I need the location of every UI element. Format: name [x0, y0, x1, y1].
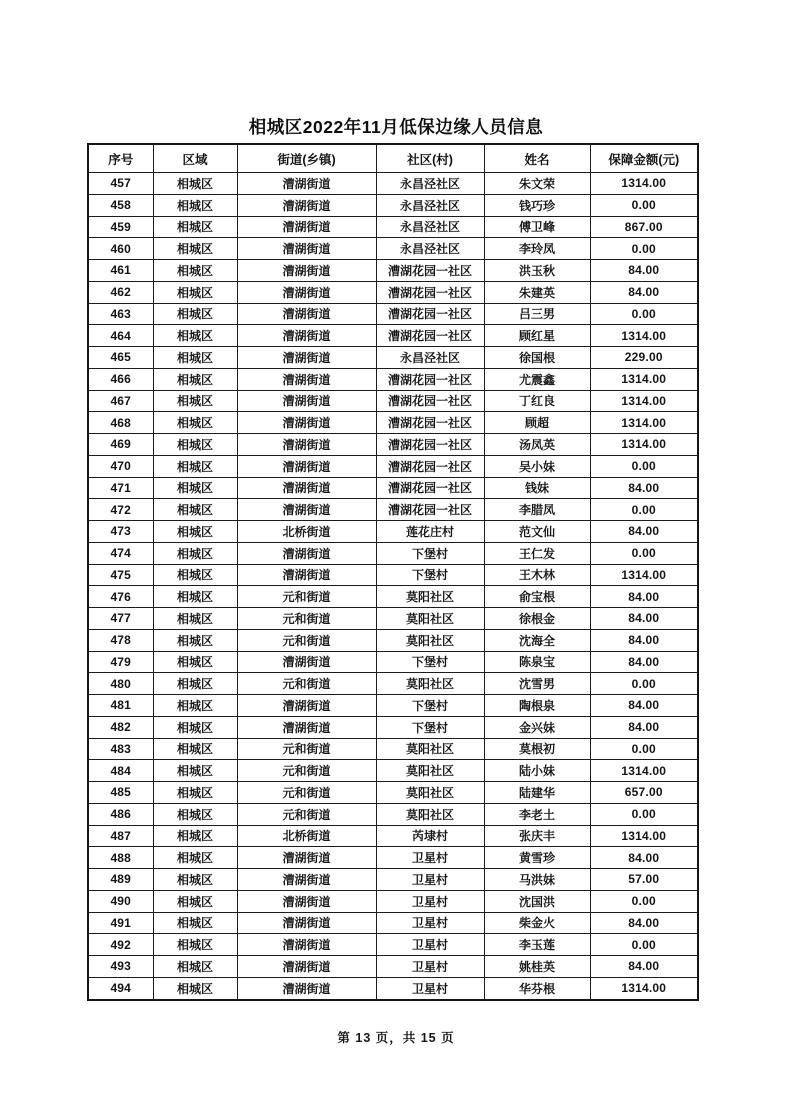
cell-seq: 482 [88, 716, 153, 738]
cell-amount: 84.00 [590, 912, 698, 934]
cell-amount: 1314.00 [590, 325, 698, 347]
table-row [88, 934, 698, 956]
cell-street: 元和街道 [237, 629, 376, 651]
cell-street: 漕湖街道 [237, 912, 376, 934]
column-header-street: 街道(乡镇) [237, 144, 376, 173]
cell-community: 永昌泾社区 [376, 173, 484, 195]
cell-seq: 461 [88, 260, 153, 282]
cell-district: 相城区 [153, 912, 237, 934]
table-row [88, 542, 698, 564]
cell-name: 陆建华 [484, 782, 590, 804]
table-row [88, 586, 698, 608]
cell-district: 相城区 [153, 390, 237, 412]
cell-district: 相城区 [153, 977, 237, 1000]
cell-name: 黄雪珍 [484, 847, 590, 869]
cell-name: 傅卫峰 [484, 216, 590, 238]
column-header-amount: 保障金额(元) [590, 144, 698, 173]
cell-amount: 84.00 [590, 651, 698, 673]
cell-seq: 491 [88, 912, 153, 934]
cell-amount: 84.00 [590, 695, 698, 717]
cell-amount: 84.00 [590, 629, 698, 651]
cell-seq: 493 [88, 956, 153, 978]
cell-seq: 463 [88, 303, 153, 325]
cell-district: 相城区 [153, 564, 237, 586]
table-row [88, 477, 698, 499]
cell-amount: 1314.00 [590, 390, 698, 412]
cell-street: 漕湖街道 [237, 890, 376, 912]
table-row [88, 716, 698, 738]
cell-community: 永昌泾社区 [376, 216, 484, 238]
cell-district: 相城区 [153, 738, 237, 760]
cell-amount: 1314.00 [590, 173, 698, 195]
cell-community: 漕湖花园一社区 [376, 434, 484, 456]
cell-district: 相城区 [153, 499, 237, 521]
cell-community: 卫星村 [376, 890, 484, 912]
page-title: 相城区2022年11月低保边缘人员信息 [248, 117, 544, 137]
cell-community: 莫阳社区 [376, 608, 484, 630]
table-row [88, 608, 698, 630]
cell-name: 洪玉秋 [484, 260, 590, 282]
cell-street: 漕湖街道 [237, 499, 376, 521]
cell-amount: 0.00 [590, 455, 698, 477]
cell-name: 李老土 [484, 803, 590, 825]
cell-name: 钱巧珍 [484, 194, 590, 216]
cell-street: 漕湖街道 [237, 716, 376, 738]
cell-amount: 0.00 [590, 673, 698, 695]
cell-amount: 1314.00 [590, 760, 698, 782]
cell-name: 顾超 [484, 412, 590, 434]
cell-district: 相城区 [153, 412, 237, 434]
cell-seq: 462 [88, 281, 153, 303]
cell-community: 漕湖花园一社区 [376, 281, 484, 303]
cell-amount: 84.00 [590, 716, 698, 738]
cell-name: 马洪妹 [484, 869, 590, 891]
cell-street: 漕湖街道 [237, 869, 376, 891]
cell-district: 相城区 [153, 869, 237, 891]
cell-district: 相城区 [153, 260, 237, 282]
cell-street: 漕湖街道 [237, 455, 376, 477]
cell-name: 莫根初 [484, 738, 590, 760]
cell-district: 相城区 [153, 521, 237, 543]
cell-district: 相城区 [153, 325, 237, 347]
cell-name: 王仁发 [484, 542, 590, 564]
cell-street: 漕湖街道 [237, 281, 376, 303]
table-row [88, 521, 698, 543]
table-row [88, 782, 698, 804]
cell-community: 莫阳社区 [376, 760, 484, 782]
cell-name: 姚桂英 [484, 956, 590, 978]
cell-seq: 480 [88, 673, 153, 695]
cell-street: 漕湖街道 [237, 412, 376, 434]
cell-name: 朱文荣 [484, 173, 590, 195]
cell-seq: 475 [88, 564, 153, 586]
table-row [88, 390, 698, 412]
cell-community: 莲花庄村 [376, 521, 484, 543]
cell-community: 下堡村 [376, 695, 484, 717]
table-row [88, 956, 698, 978]
cell-district: 相城区 [153, 803, 237, 825]
cell-street: 元和街道 [237, 738, 376, 760]
cell-community: 漕湖花园一社区 [376, 368, 484, 390]
cell-community: 莫阳社区 [376, 629, 484, 651]
cell-name: 沈国洪 [484, 890, 590, 912]
cell-community: 卫星村 [376, 912, 484, 934]
cell-seq: 470 [88, 455, 153, 477]
cell-name: 钱妹 [484, 477, 590, 499]
cell-district: 相城区 [153, 434, 237, 456]
table-row [88, 890, 698, 912]
cell-amount: 84.00 [590, 956, 698, 978]
cell-seq: 483 [88, 738, 153, 760]
cell-district: 相城区 [153, 368, 237, 390]
cell-name: 吴小妹 [484, 455, 590, 477]
cell-amount: 0.00 [590, 934, 698, 956]
cell-community: 下堡村 [376, 651, 484, 673]
cell-amount: 84.00 [590, 608, 698, 630]
cell-seq: 469 [88, 434, 153, 456]
cell-district: 相城区 [153, 238, 237, 260]
cell-amount: 84.00 [590, 281, 698, 303]
cell-street: 元和街道 [237, 760, 376, 782]
cell-seq: 464 [88, 325, 153, 347]
cell-amount: 1314.00 [590, 977, 698, 1000]
cell-district: 相城区 [153, 281, 237, 303]
table-row [88, 977, 698, 1000]
cell-name: 丁红良 [484, 390, 590, 412]
cell-district: 相城区 [153, 194, 237, 216]
cell-amount: 0.00 [590, 194, 698, 216]
cell-street: 漕湖街道 [237, 368, 376, 390]
cell-street: 元和街道 [237, 782, 376, 804]
table-row [88, 825, 698, 847]
cell-street: 漕湖街道 [237, 695, 376, 717]
table-row [88, 499, 698, 521]
cell-amount: 0.00 [590, 890, 698, 912]
cell-name: 张庆丰 [484, 825, 590, 847]
cell-district: 相城区 [153, 716, 237, 738]
cell-amount: 229.00 [590, 347, 698, 369]
cell-street: 漕湖街道 [237, 542, 376, 564]
cell-name: 陆小妹 [484, 760, 590, 782]
cell-district: 相城区 [153, 608, 237, 630]
cell-community: 漕湖花园一社区 [376, 499, 484, 521]
cell-seq: 472 [88, 499, 153, 521]
cell-seq: 479 [88, 651, 153, 673]
column-header-district: 区域 [153, 144, 237, 173]
cell-community: 芮埭村 [376, 825, 484, 847]
cell-community: 永昌泾社区 [376, 194, 484, 216]
cell-amount: 0.00 [590, 238, 698, 260]
cell-seq: 486 [88, 803, 153, 825]
cell-street: 元和街道 [237, 803, 376, 825]
cell-seq: 473 [88, 521, 153, 543]
cell-seq: 488 [88, 847, 153, 869]
cell-community: 卫星村 [376, 977, 484, 1000]
cell-seq: 490 [88, 890, 153, 912]
table-row [88, 434, 698, 456]
cell-district: 相城区 [153, 651, 237, 673]
cell-street: 元和街道 [237, 673, 376, 695]
cell-district: 相城区 [153, 347, 237, 369]
cell-amount: 84.00 [590, 586, 698, 608]
cell-street: 漕湖街道 [237, 238, 376, 260]
cell-amount: 84.00 [590, 260, 698, 282]
cell-seq: 466 [88, 368, 153, 390]
cell-community: 下堡村 [376, 716, 484, 738]
cell-amount: 57.00 [590, 869, 698, 891]
cell-name: 李腊凤 [484, 499, 590, 521]
column-header-community: 社区(村) [376, 144, 484, 173]
cell-amount: 0.00 [590, 803, 698, 825]
cell-amount: 1314.00 [590, 434, 698, 456]
cell-name: 华芬根 [484, 977, 590, 1000]
cell-community: 漕湖花园一社区 [376, 477, 484, 499]
cell-community: 莫阳社区 [376, 782, 484, 804]
table-row [88, 629, 698, 651]
cell-street: 漕湖街道 [237, 173, 376, 195]
table-row [88, 695, 698, 717]
cell-street: 漕湖街道 [237, 477, 376, 499]
cell-seq: 485 [88, 782, 153, 804]
cell-amount: 0.00 [590, 499, 698, 521]
cell-seq: 478 [88, 629, 153, 651]
column-header-seq: 序号 [88, 144, 153, 173]
cell-name: 李玉莲 [484, 934, 590, 956]
cell-name: 柴金火 [484, 912, 590, 934]
cell-amount: 657.00 [590, 782, 698, 804]
cell-district: 相城区 [153, 477, 237, 499]
cell-name: 王木林 [484, 564, 590, 586]
cell-amount: 1314.00 [590, 564, 698, 586]
cell-community: 永昌泾社区 [376, 238, 484, 260]
table-row [88, 455, 698, 477]
page-number-footer: 第 13 页，共 15 页 [337, 1031, 455, 1045]
cell-street: 漕湖街道 [237, 651, 376, 673]
cell-street: 漕湖街道 [237, 216, 376, 238]
cell-street: 漕湖街道 [237, 194, 376, 216]
cell-name: 范文仙 [484, 521, 590, 543]
cell-community: 下堡村 [376, 564, 484, 586]
cell-name: 汤凤英 [484, 434, 590, 456]
table-row [88, 347, 698, 369]
cell-community: 漕湖花园一社区 [376, 260, 484, 282]
table-header-row [88, 144, 698, 173]
cell-community: 莫阳社区 [376, 673, 484, 695]
cell-amount: 0.00 [590, 738, 698, 760]
cell-seq: 471 [88, 477, 153, 499]
cell-community: 莫阳社区 [376, 803, 484, 825]
cell-community: 漕湖花园一社区 [376, 412, 484, 434]
table-row [88, 760, 698, 782]
table-row [88, 368, 698, 390]
cell-amount: 0.00 [590, 303, 698, 325]
cell-seq: 474 [88, 542, 153, 564]
table-row [88, 194, 698, 216]
cell-district: 相城区 [153, 216, 237, 238]
table-row [88, 238, 698, 260]
cell-street: 漕湖街道 [237, 934, 376, 956]
cell-amount: 1314.00 [590, 412, 698, 434]
cell-street: 漕湖街道 [237, 977, 376, 1000]
cell-district: 相城区 [153, 825, 237, 847]
cell-seq: 460 [88, 238, 153, 260]
cell-amount: 84.00 [590, 847, 698, 869]
cell-street: 漕湖街道 [237, 260, 376, 282]
cell-community: 莫阳社区 [376, 586, 484, 608]
cell-amount: 84.00 [590, 521, 698, 543]
cell-name: 沈雪男 [484, 673, 590, 695]
table-body [88, 173, 698, 1001]
cell-community: 漕湖花园一社区 [376, 390, 484, 412]
cell-name: 徐根金 [484, 608, 590, 630]
cell-name: 陶根泉 [484, 695, 590, 717]
cell-community: 永昌泾社区 [376, 347, 484, 369]
cell-district: 相城区 [153, 303, 237, 325]
cell-street: 漕湖街道 [237, 564, 376, 586]
cell-name: 金兴妹 [484, 716, 590, 738]
cell-street: 漕湖街道 [237, 325, 376, 347]
table-row [88, 216, 698, 238]
table-row [88, 412, 698, 434]
cell-community: 莫阳社区 [376, 738, 484, 760]
cell-seq: 457 [88, 173, 153, 195]
cell-street: 元和街道 [237, 586, 376, 608]
cell-district: 相城区 [153, 782, 237, 804]
cell-name: 顾红星 [484, 325, 590, 347]
cell-name: 徐国根 [484, 347, 590, 369]
cell-seq: 465 [88, 347, 153, 369]
cell-amount: 867.00 [590, 216, 698, 238]
cell-street: 元和街道 [237, 608, 376, 630]
cell-seq: 494 [88, 977, 153, 1000]
cell-district: 相城区 [153, 673, 237, 695]
cell-district: 相城区 [153, 760, 237, 782]
cell-district: 相城区 [153, 934, 237, 956]
cell-seq: 468 [88, 412, 153, 434]
cell-name: 俞宝根 [484, 586, 590, 608]
cell-name: 李玲凤 [484, 238, 590, 260]
cell-district: 相城区 [153, 629, 237, 651]
cell-community: 卫星村 [376, 934, 484, 956]
cell-district: 相城区 [153, 542, 237, 564]
cell-seq: 458 [88, 194, 153, 216]
cell-district: 相城区 [153, 173, 237, 195]
table-row [88, 564, 698, 586]
cell-community: 漕湖花园一社区 [376, 303, 484, 325]
table-row [88, 281, 698, 303]
cell-community: 下堡村 [376, 542, 484, 564]
cell-street: 北桥街道 [237, 521, 376, 543]
table-row [88, 173, 698, 195]
benefit-roster-table [87, 143, 699, 1001]
cell-amount: 1314.00 [590, 368, 698, 390]
cell-street: 漕湖街道 [237, 956, 376, 978]
cell-street: 漕湖街道 [237, 434, 376, 456]
cell-name: 陈泉宝 [484, 651, 590, 673]
cell-community: 漕湖花园一社区 [376, 455, 484, 477]
cell-district: 相城区 [153, 847, 237, 869]
cell-community: 卫星村 [376, 869, 484, 891]
cell-amount: 84.00 [590, 477, 698, 499]
cell-community: 卫星村 [376, 847, 484, 869]
table-row [88, 847, 698, 869]
table-row [88, 869, 698, 891]
cell-district: 相城区 [153, 890, 237, 912]
cell-seq: 477 [88, 608, 153, 630]
table-row [88, 303, 698, 325]
cell-community: 漕湖花园一社区 [376, 325, 484, 347]
cell-community: 卫星村 [376, 956, 484, 978]
cell-seq: 492 [88, 934, 153, 956]
table-row [88, 651, 698, 673]
cell-district: 相城区 [153, 956, 237, 978]
cell-seq: 459 [88, 216, 153, 238]
cell-street: 北桥街道 [237, 825, 376, 847]
cell-name: 朱建英 [484, 281, 590, 303]
table-row [88, 803, 698, 825]
cell-seq: 484 [88, 760, 153, 782]
cell-seq: 481 [88, 695, 153, 717]
table-row [88, 325, 698, 347]
cell-seq: 476 [88, 586, 153, 608]
cell-seq: 467 [88, 390, 153, 412]
cell-name: 沈海全 [484, 629, 590, 651]
table-row [88, 738, 698, 760]
cell-amount: 1314.00 [590, 825, 698, 847]
cell-street: 漕湖街道 [237, 347, 376, 369]
cell-name: 尤震鑫 [484, 368, 590, 390]
cell-seq: 489 [88, 869, 153, 891]
cell-street: 漕湖街道 [237, 303, 376, 325]
table-row [88, 912, 698, 934]
cell-district: 相城区 [153, 695, 237, 717]
cell-name: 吕三男 [484, 303, 590, 325]
cell-street: 漕湖街道 [237, 390, 376, 412]
cell-street: 漕湖街道 [237, 847, 376, 869]
cell-district: 相城区 [153, 455, 237, 477]
cell-amount: 0.00 [590, 542, 698, 564]
column-header-name: 姓名 [484, 144, 590, 173]
cell-district: 相城区 [153, 586, 237, 608]
table-row [88, 673, 698, 695]
cell-seq: 487 [88, 825, 153, 847]
table-row [88, 260, 698, 282]
